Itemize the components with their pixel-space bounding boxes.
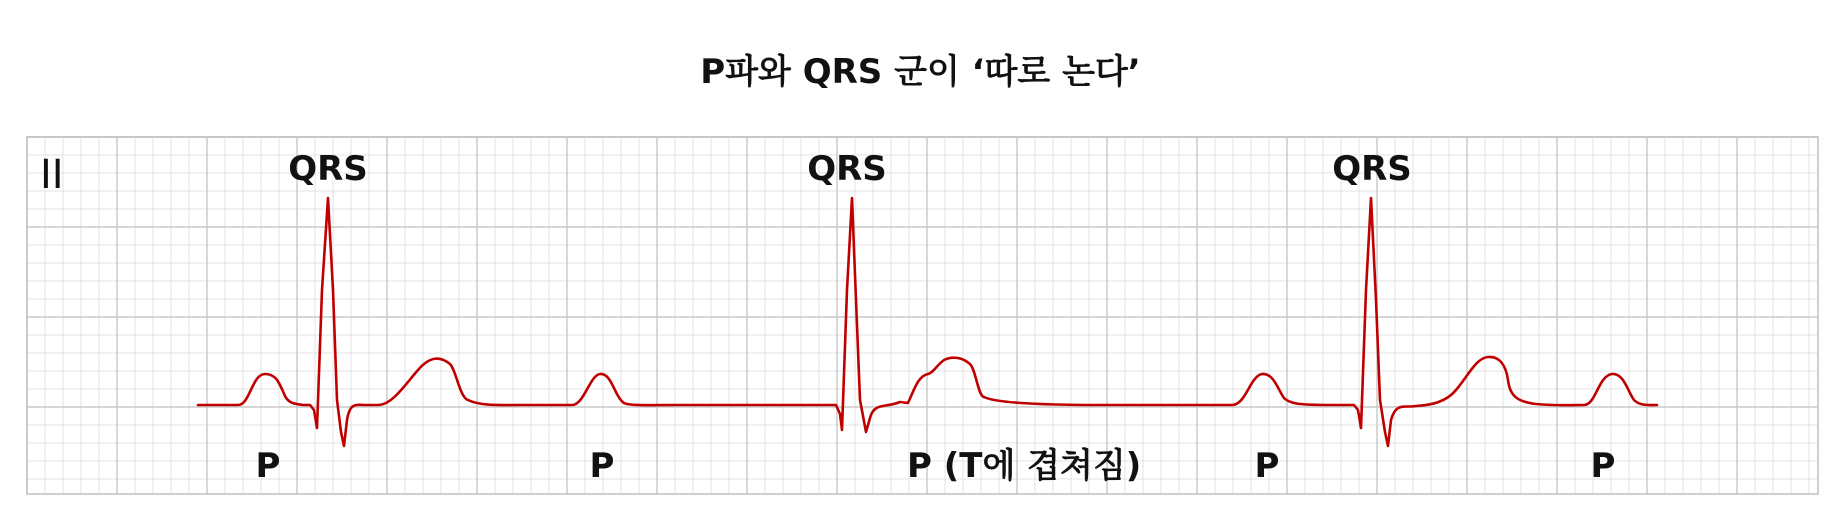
diagram-title: P파와 QRS 군이 ‘따로 논다’ [700, 52, 1141, 92]
p-label-3: P (T에 겹쳐짐) [907, 446, 1142, 486]
ecg-grid [27, 137, 1818, 494]
p-label-5: P [1590, 446, 1616, 486]
p-label-1: P [255, 446, 281, 486]
qrs-label-2: QRS [807, 149, 887, 189]
qrs-label-3: QRS [1332, 149, 1412, 189]
p-label-4: P [1254, 446, 1280, 486]
lead-label: II [40, 152, 64, 198]
p-label-2: P [589, 446, 615, 486]
qrs-label-1: QRS [288, 149, 368, 189]
